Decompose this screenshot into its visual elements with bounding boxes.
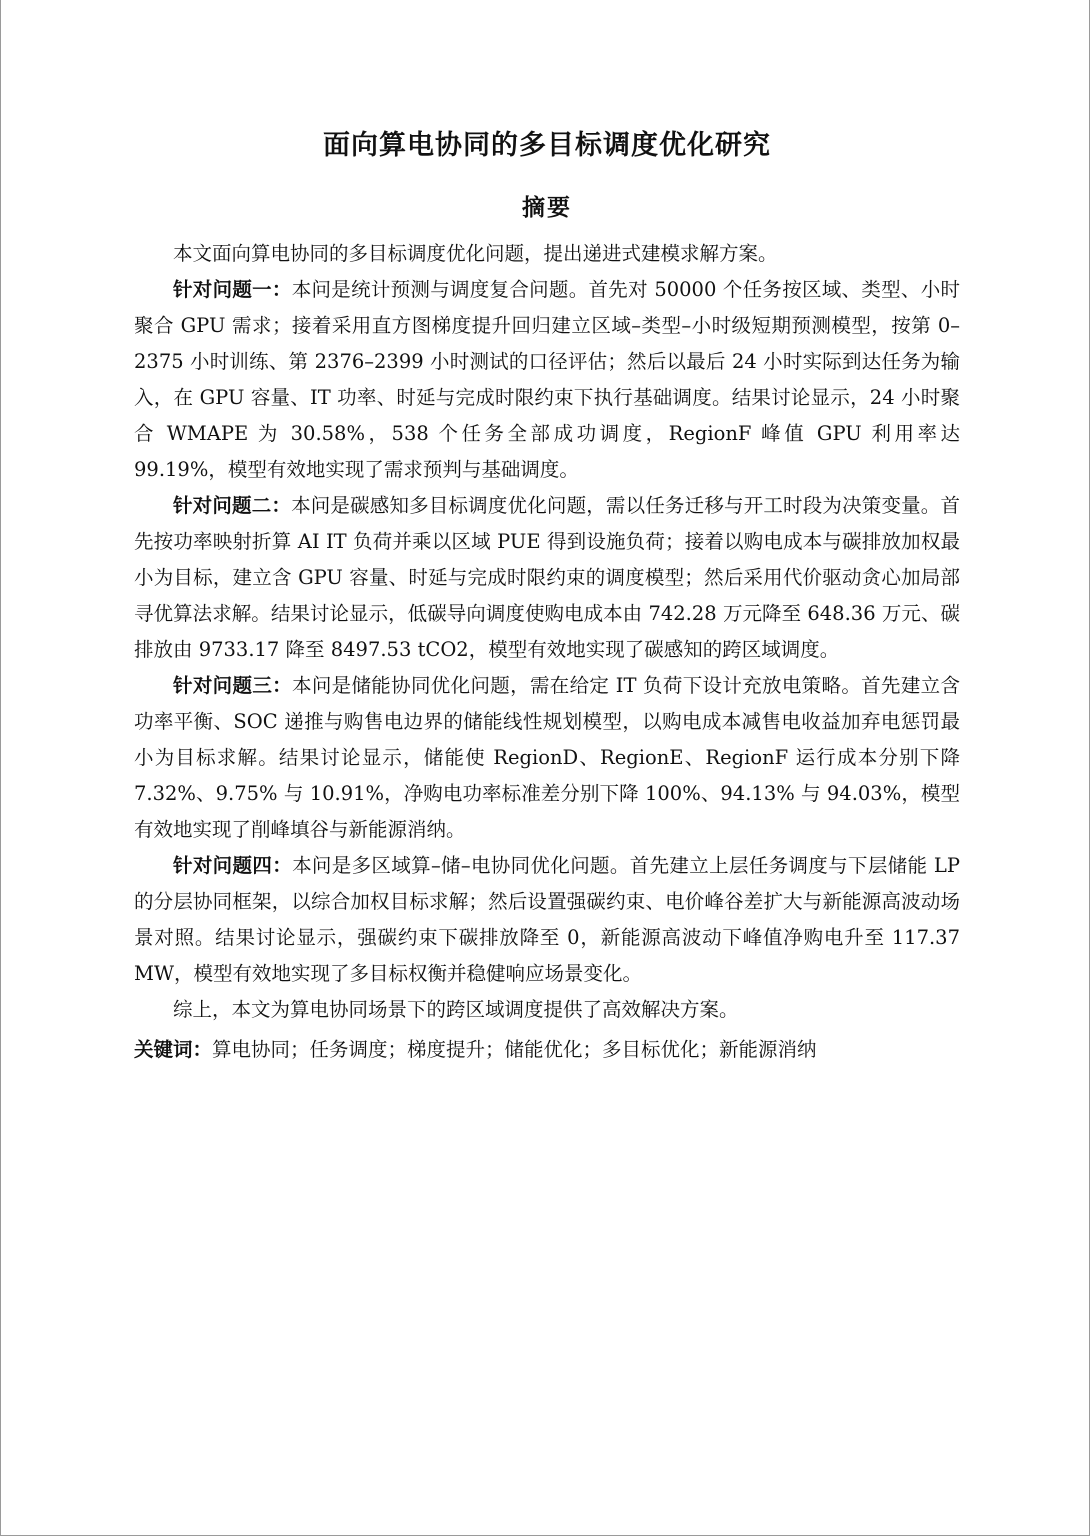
keywords-label: 关键词： bbox=[134, 1038, 213, 1061]
abstract-question-1 bbox=[134, 272, 960, 488]
question-4-text: 本问是多区域算–储–电协同优化问题。首先建立上层任务调度与下层储能 LP 的分层协同框架，以综合加权目标求解；然后设置强碳约束、电价峰谷差扩大与新能源高波动场景对照。结果讨论显示，强碳约束下碳排放降至 0，新能源高波动下峰值净购电升至 117.37 MW，模型有效地实现了多目标权衡并稳健响应场景变化。 bbox=[134, 854, 960, 985]
page-content bbox=[134, 124, 960, 1068]
question-2-text: 本问是碳感知多目标调度优化问题，需以任务迁移与开工时段为决策变量。首先按功率映射折算 AI IT 负荷并乘以区域 PUE 得到设施负荷；接着以购电成本与碳排放加权最小为目标，建立含 GPU 容量、时延与完成时限约束的调度模型；然后采用代价驱动贪心加局部寻优算法求解。结果讨论显示，低碳导向调度使购电成本由 742.28 万元降至 648.36 万元、碳排放由 9733.17 降至 8497.53 tCO2，模型有效地实现了碳感知的跨区域调度。 bbox=[134, 494, 960, 661]
question-1-text: 本问是统计预测与调度复合问题。首先对 50000 个任务按区域、类型、小时聚合 GPU 需求；接着采用直方图梯度提升回归建立区域–类型–小时级短期预测模型，按第 0–2375 小时训练、第 2376–2399 小时测试的口径评估；然后以最后 24 小时实际到达任务为输入，在 GPU 容量、IT 功率、时延与完成时限约束下执行基础调度。结果讨论显示，24 小时聚合 WMAPE 为 30.58%，538 个任务全部成功调度，RegionF 峰值 GPU 利用率达 99.19%，模型有效地实现了需求预判与基础调度。 bbox=[134, 278, 960, 481]
abstract-intro: 本文面向算电协同的多目标调度优化问题，提出递进式建模求解方案。 bbox=[173, 242, 778, 265]
abstract-heading: 摘要 bbox=[522, 194, 572, 221]
question-2-lead: 针对问题二： bbox=[173, 494, 292, 517]
keywords bbox=[134, 1032, 960, 1068]
keywords-text: 算电协同；任务调度；梯度提升；储能优化；多目标优化；新能源消纳 bbox=[212, 1038, 817, 1061]
abstract-conclusion: 综上，本文为算电协同场景下的跨区域调度提供了高效解决方案。 bbox=[173, 998, 739, 1021]
question-1-lead: 针对问题一： bbox=[173, 278, 292, 301]
abstract-question-2 bbox=[134, 488, 960, 668]
question-3-text: 本问是储能协同优化问题，需在给定 IT 负荷下设计充放电策略。首先建立含功率平衡、SOC 递推与购售电边界的储能线性规划模型，以购电成本减售电收益加弃电惩罚最小为目标求解。结果讨论显示，储能使 RegionD、RegionE、RegionF 运行成本分别下降 7.32%、9.75% 与 10.91%，净购电功率标准差分别下降 100%、94.13% 与 94.03%，模型有效地实现了削峰填谷与新能源消纳。 bbox=[134, 674, 960, 841]
abstract-question-3 bbox=[134, 668, 960, 848]
question-4-lead: 针对问题四： bbox=[173, 854, 293, 877]
paper-title: 面向算电协同的多目标调度优化研究 bbox=[323, 130, 771, 161]
abstract-question-4 bbox=[134, 848, 960, 992]
question-3-lead: 针对问题三： bbox=[173, 674, 292, 697]
